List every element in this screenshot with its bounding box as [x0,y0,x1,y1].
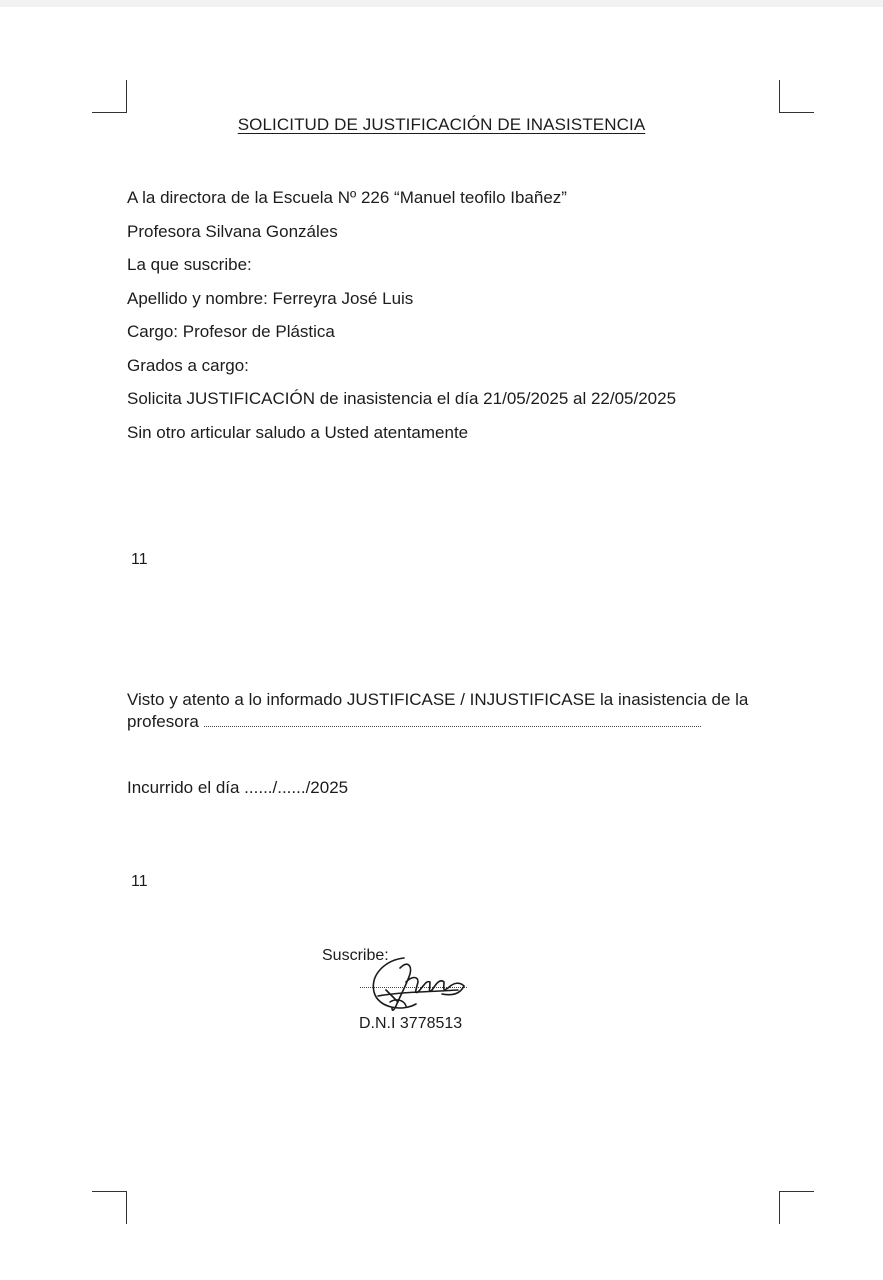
grades-line: Grados a cargo: [127,355,249,375]
signature-label: Suscribe: [322,947,389,964]
page-mark-2: 11 [131,873,148,890]
crop-mark-top-right [779,80,814,113]
closing-line: Sin otro articular saludo a Usted atentamente [127,422,469,442]
request-line: Solicita JUSTIFICACIÓN de inasistencia el día 21/05/2025 al 22/05/2025 [127,389,677,408]
request-body [127,181,787,449]
resolution-paragraph [127,689,787,733]
document-title: SOLICITUD DE JUSTIFICACIÓN DE INASISTENCIA [237,115,646,134]
incurred-date-line: Incurrido el día ....../....../2025 [127,778,349,797]
handwritten-signature [356,952,476,1022]
document-page [0,7,883,1280]
crop-mark-bottom-right [779,1191,814,1224]
subscriber-line: La que suscribe: [127,255,252,274]
principal-line: Profesora Silvana Gonzáles [127,221,338,241]
position-line: Cargo: Profesor de Plástica [127,322,335,341]
crop-mark-top-left [92,80,127,113]
page-mark-1: 11 [131,551,148,568]
name-line: Apellido y nombre: Ferreyra José Luis [127,288,414,308]
addressee-line: A la directora de la Escuela Nº 226 “Manuel teofilo Ibañez” [127,188,567,207]
dni-number: D.N.I 3778513 [359,1015,463,1032]
fill-in-line [204,712,701,727]
crop-mark-bottom-left [92,1191,127,1224]
resolution-text: Visto y atento a lo informado JUSTIFICASE / INJUSTIFICASE la inasistencia de la profesora [127,690,749,731]
